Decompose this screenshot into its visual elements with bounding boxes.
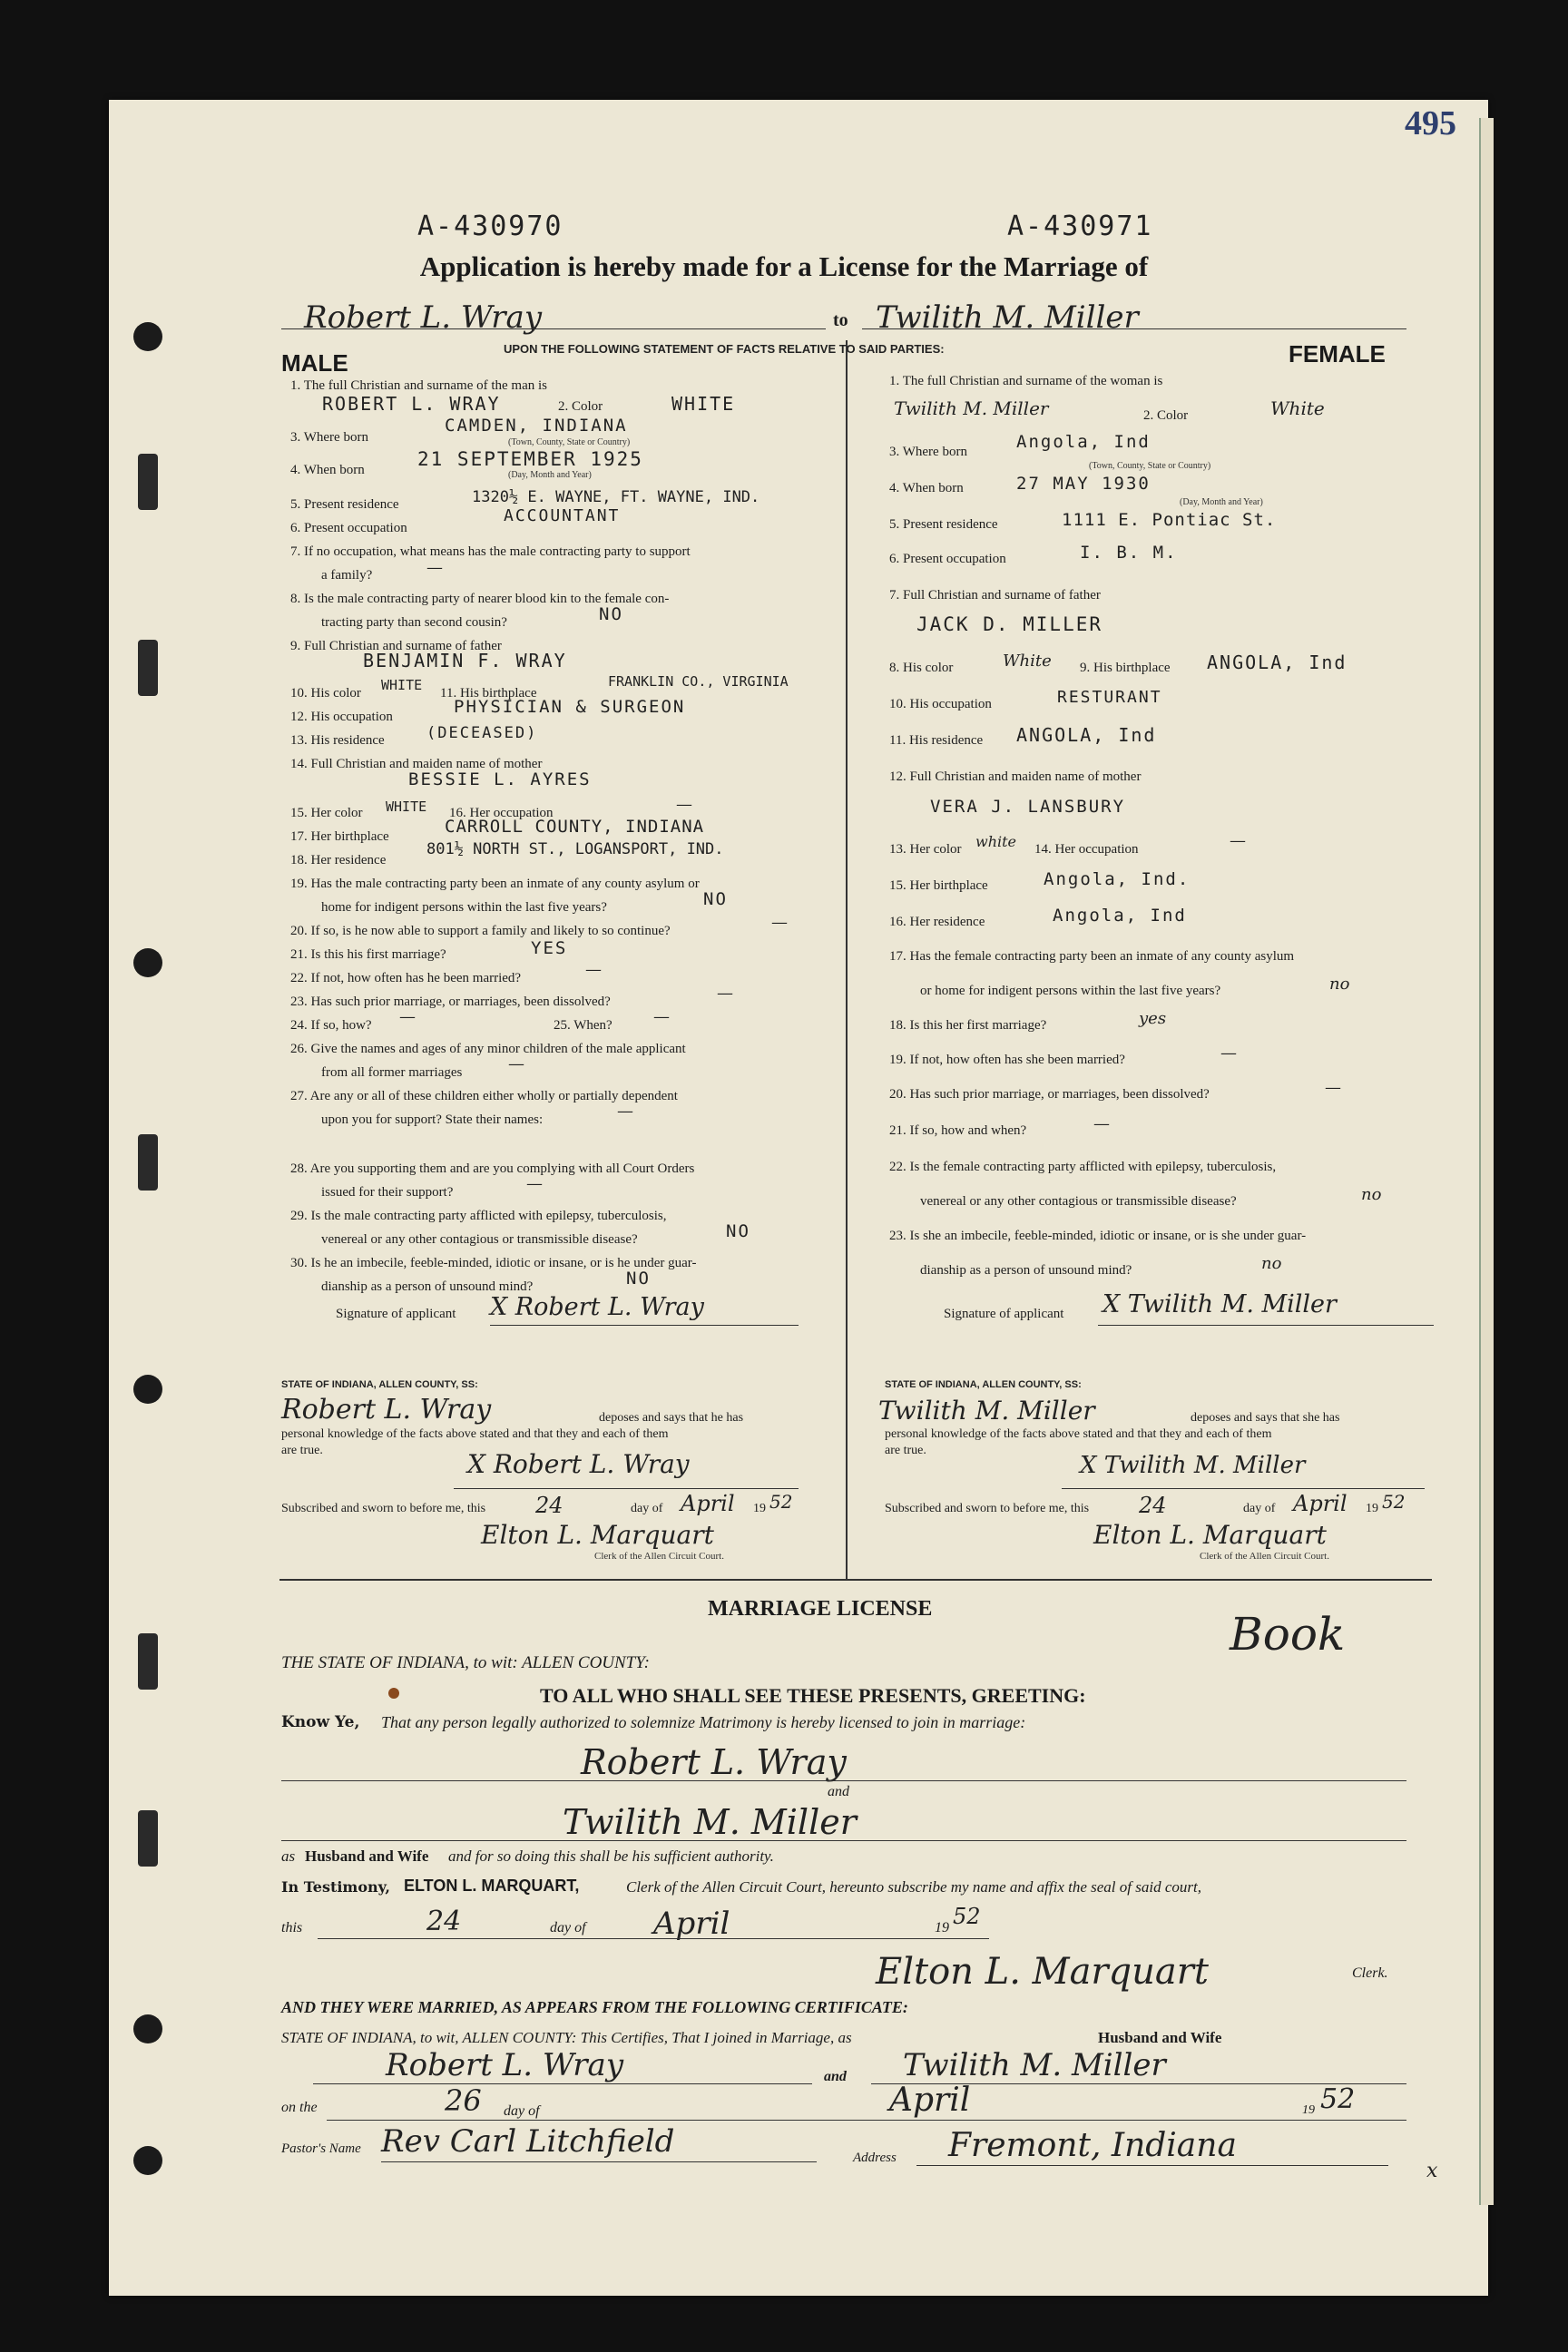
female-a21: — (1093, 1114, 1110, 1133)
female-a17: no (1329, 975, 1350, 994)
female-sworn-text: Subscribed and sworn to before me, this (885, 1502, 1090, 1515)
male-sworn-day: 24 (535, 1493, 564, 1518)
male-q20: 20. If so, is he now able to support a family and likely to so continue? (290, 924, 671, 938)
male-a25: — (653, 1007, 670, 1026)
male-a15: WHITE (386, 799, 427, 815)
male-q26b: from all former marriages (321, 1065, 463, 1080)
binder-slot (138, 1633, 158, 1690)
female-sworn-year: 52 (1382, 1491, 1406, 1513)
male-q18: 18. Her residence (290, 853, 387, 867)
female-q10: 10. His occupation (889, 697, 992, 711)
license-this: this (281, 1920, 303, 1936)
male-affidavit-text3: are true. (281, 1444, 323, 1457)
license-greeting: TO ALL WHO SHALL SEE THESE PRESENTS, GREETING: (540, 1684, 1086, 1707)
female-affidavit-text2: personal knowledge of the facts above stated and that they and each of them (885, 1427, 1272, 1441)
male-q7b: a family? (321, 568, 373, 583)
male-q19: 19. Has the male contracting party been an inmate of any county asylum or (290, 877, 700, 891)
female-a19: — (1220, 1044, 1237, 1063)
license-authority: and for so doing this shall be his sufficient authority. (448, 1847, 774, 1865)
female-affidavit-text1: deposes and says that she has (1191, 1411, 1340, 1425)
document-title: Application is hereby made for a License for the Marriage of (419, 250, 1149, 282)
male-q1: 1. The full Christian and surname of the man is (290, 378, 548, 393)
male-a22: — (585, 960, 602, 979)
license-day-of: day of (550, 1920, 586, 1936)
male-q17: 17. Her birthplace (290, 829, 389, 844)
female-signature: X Twilith M. Miller (1102, 1290, 1337, 1318)
female-clerk-label: Clerk of the Allen Circuit Court. (1200, 1551, 1329, 1562)
certificate-on-the: on the (281, 2100, 318, 2115)
female-town-hint: (Town, County, State or Country) (1089, 461, 1211, 471)
female-q7: 7. Full Christian and surname of father (889, 588, 1101, 603)
rule (281, 1780, 1406, 1781)
female-q4: 4. When born (889, 481, 964, 495)
license-husband-wife: Husband and Wife (305, 1847, 429, 1865)
section-divider (279, 1579, 1432, 1581)
male-q4: 4. When born (290, 463, 365, 477)
female-a6: I. B. M. (1080, 543, 1178, 563)
male-q6: 6. Present occupation (290, 521, 407, 535)
license-year: 52 (953, 1904, 981, 1929)
female-a2: White (1270, 397, 1325, 419)
female-q17b: or home for indigent persons within the last five years? (920, 984, 1221, 998)
female-a23: no (1261, 1254, 1282, 1273)
rule (862, 328, 1406, 329)
license-and: and (828, 1784, 849, 1799)
female-affidavit-text3: are true. (885, 1444, 926, 1457)
female-q21: 21. If so, how and when? (889, 1123, 1027, 1138)
male-q24: 24. If so, how? (290, 1018, 372, 1033)
male-a29: NO (726, 1221, 750, 1241)
pastor-name: Rev Carl Litchfield (381, 2123, 675, 2160)
female-q1: 1. The full Christian and surname of the woman is (889, 374, 1163, 388)
male-a6: ACCOUNTANT (504, 506, 621, 525)
license-heading: MARRIAGE LICENSE (708, 1597, 933, 1621)
female-a20: — (1325, 1078, 1341, 1097)
male-a11: FRANKLIN CO., VIRGINIA (608, 673, 789, 690)
license-day: 24 (426, 1906, 462, 1937)
male-affidavit-text2: personal knowledge of the facts above stated and that they and each of them (281, 1427, 669, 1441)
male-q19b: home for indigent persons within the last five years? (321, 900, 607, 915)
male-q30: 30. Is he an imbecile, feeble-minded, idiotic or insane, or is he under guar- (290, 1256, 697, 1270)
male-q11: 11. His birthplace (440, 686, 537, 701)
female-q23b: dianship as a person of unsound mind? (920, 1263, 1132, 1278)
female-sworn-day: 24 (1139, 1493, 1167, 1518)
male-a3: CAMDEN, INDIANA (445, 416, 628, 436)
rule (281, 1840, 1406, 1841)
binder-slot (138, 1810, 158, 1867)
male-a14: BESSIE L. AYRES (408, 769, 592, 789)
address-label: Address (853, 2151, 897, 2165)
pastor-address: Fremont, Indiana (948, 2127, 1237, 2164)
binder-hole (133, 948, 162, 977)
certificate-groom: Robert L. Wray (386, 2047, 624, 2083)
male-q30b: dianship as a person of unsound mind? (321, 1279, 534, 1294)
certificate-line1: AND THEY WERE MARRIED, AS APPEARS FROM THE FOLLOWING CERTIFICATE: (281, 1998, 908, 2016)
rule (490, 1325, 799, 1326)
male-q28b: issued for their support? (321, 1185, 454, 1200)
certificate-year-prefix: 19 (1302, 2103, 1315, 2117)
male-a30: NO (626, 1269, 651, 1289)
female-q14: 14. Her occupation (1034, 842, 1139, 857)
binder-slot (138, 1134, 158, 1191)
female-a10: RESTURANT (1057, 688, 1162, 707)
license-as: as (281, 1847, 296, 1865)
male-a7: — (426, 558, 443, 577)
female-a13: white (975, 833, 1017, 850)
binder-hole (133, 2146, 162, 2175)
certificate-husband-wife: Husband and Wife (1098, 2029, 1222, 2046)
male-q22: 22. If not, how often has he been married? (290, 971, 522, 985)
male-a12: PHYSICIAN & SURGEON (454, 697, 686, 717)
female-q18: 18. Is this her first marriage? (889, 1018, 1047, 1033)
male-a10: WHITE (381, 677, 423, 693)
male-q8: 8. Is the male contracting party of nearer blood kin to the female con- (290, 592, 670, 606)
page-edge (1479, 118, 1494, 2205)
rule (318, 1938, 989, 1939)
rule (313, 2083, 812, 2084)
male-clerk-signature: Elton L. Marquart (481, 1520, 714, 1550)
female-a18: yes (1139, 1009, 1167, 1028)
male-sworn-year: 52 (769, 1491, 793, 1513)
female-a7: JACK D. MILLER (916, 613, 1103, 635)
female-q8: 8. His color (889, 661, 954, 675)
male-affidavit-signature: X Robert L. Wray (467, 1449, 690, 1479)
female-q15: 15. Her birthplace (889, 878, 988, 893)
female-a9: ANGOLA, Ind (1207, 652, 1348, 673)
male-a5: 1320½ E. WAYNE, FT. WAYNE, IND. (472, 488, 760, 506)
female-q6: 6. Present occupation (889, 552, 1006, 566)
male-a13: (DECEASED) (426, 724, 538, 742)
binder-hole (133, 322, 162, 351)
female-q5: 5. Present residence (889, 517, 998, 532)
certificate-year: 52 (1320, 2083, 1356, 2115)
to-label: to (833, 310, 848, 330)
rule (916, 2165, 1388, 2166)
female-sworn-month: April (1293, 1491, 1348, 1516)
male-q9: 9. Full Christian and surname of father (290, 639, 502, 653)
male-q15: 15. Her color (290, 806, 363, 820)
rule (1098, 1325, 1434, 1326)
license-bride: Twilith M. Miller (563, 1802, 857, 1842)
application-number-right: A-430971 (1007, 211, 1153, 242)
male-q2: 2. Color (558, 399, 603, 414)
male-town-hint: (Town, County, State or Country) (508, 437, 631, 447)
male-sworn-month: April (681, 1491, 735, 1516)
male-signature-label: Signature of applicant (336, 1307, 456, 1321)
application-number-left: A-430970 (417, 211, 564, 242)
rule (1062, 1488, 1425, 1489)
male-label: MALE (281, 349, 348, 377)
female-q20: 20. Has such prior marriage, or marriages, been dissolved? (889, 1087, 1210, 1102)
female-a11: ANGOLA, Ind (1016, 724, 1157, 746)
female-affidavit-signature: X Twilith M. Miller (1080, 1452, 1306, 1479)
male-a24: — (399, 1007, 416, 1026)
female-a4: 27 MAY 1930 (1016, 474, 1151, 494)
male-a18: 801½ NORTH ST., LOGANSPORT, IND. (426, 840, 724, 858)
binder-slot (138, 454, 158, 510)
male-q25: 25. When? (554, 1018, 612, 1033)
male-a2: WHITE (671, 393, 736, 415)
female-q13: 13. Her color (889, 842, 962, 857)
corner-mark: x (1426, 2160, 1438, 2182)
male-a27: — (617, 1102, 633, 1121)
male-q23: 23. Has such prior marriage, or marriages, been dissolved? (290, 995, 611, 1009)
female-q3: 3. Where born (889, 445, 967, 459)
male-affidavit-text1: deposes and says that he has (599, 1411, 744, 1425)
rule (327, 2120, 1406, 2121)
license-clerk-label: Clerk. (1352, 1965, 1388, 1981)
female-clerk-signature: Elton L. Marquart (1093, 1520, 1327, 1550)
binder-hole (133, 2014, 162, 2043)
male-a1: ROBERT L. WRAY (322, 393, 501, 415)
female-date-hint: (Day, Month and Year) (1180, 497, 1263, 507)
female-affidavit-name: Twilith M. Miller (878, 1396, 1095, 1426)
license-testimony-text: Clerk of the Allen Circuit Court, hereunto subscribe my name and affix the seal of said court, (626, 1878, 1201, 1896)
subtitle: UPON THE FOLLOWING STATEMENT OF FACTS RELATIVE TO SAID PARTIES: (504, 342, 945, 356)
male-q29: 29. Is the male contracting party afflicted with epilepsy, tuberculosis, (290, 1209, 667, 1223)
male-q7: 7. If no occupation, what means has the male contracting party to support (290, 544, 691, 559)
female-q19: 19. If not, how often has she been married? (889, 1053, 1125, 1067)
female-sworn-day-of: day of (1243, 1502, 1276, 1515)
certificate-day: 26 (445, 2083, 482, 2118)
male-q21: 21. Is this his first marriage? (290, 947, 446, 962)
certificate-day-of: day of (504, 2103, 540, 2119)
male-q5: 5. Present residence (290, 497, 399, 512)
female-q12: 12. Full Christian and maiden name of mother (889, 769, 1142, 784)
male-a8: NO (599, 604, 623, 624)
male-a19: NO (703, 889, 728, 909)
male-q3: 3. Where born (290, 430, 368, 445)
female-sworn-year-prefix: 19 (1366, 1502, 1378, 1515)
female-label: FEMALE (1289, 340, 1386, 368)
license-clerk-signature: Elton L. Marquart (876, 1951, 1209, 1993)
male-q27b: upon you for support? State their names: (321, 1112, 544, 1127)
certificate-and: and (824, 2069, 847, 2084)
female-q9: 9. His birthplace (1080, 661, 1171, 675)
license-groom: Robert L. Wray (581, 1742, 847, 1782)
male-q8b: tracting party than second cousin? (321, 615, 507, 630)
male-q27: 27. Are any or all of these children either wholly or partially dependent (290, 1089, 678, 1103)
license-year-prefix: 19 (935, 1920, 949, 1936)
female-affidavit-state: STATE OF INDIANA, ALLEN COUNTY, SS: (885, 1379, 1082, 1390)
book-annotation: Book (1230, 1608, 1346, 1661)
binder-hole (133, 1375, 162, 1404)
male-a23: — (717, 984, 733, 1003)
column-divider (846, 340, 848, 1579)
female-a16: Angola, Ind (1053, 906, 1187, 926)
wax-seal-mark (388, 1688, 399, 1699)
male-a21: YES (531, 938, 568, 958)
male-q12: 12. His occupation (290, 710, 393, 724)
female-q2: 2. Color (1143, 408, 1189, 423)
male-sworn-text: Subscribed and sworn to before me, this (281, 1502, 486, 1515)
male-a28: — (526, 1174, 543, 1193)
female-a1: Twilith M. Miller (894, 397, 1049, 419)
rule (281, 328, 826, 329)
female-q11: 11. His residence (889, 733, 984, 748)
male-affidavit-state: STATE OF INDIANA, ALLEN COUNTY, SS: (281, 1379, 478, 1390)
in-testimony: In Testimony, (281, 1878, 390, 1896)
female-name-header: Twilith M. Miller (876, 299, 1139, 336)
male-a9: BENJAMIN F. WRAY (363, 650, 567, 671)
certificate-bride: Twilith M. Miller (903, 2047, 1166, 2083)
male-signature: X Robert L. Wray (490, 1293, 704, 1321)
rule (454, 1488, 799, 1489)
female-q22: 22. Is the female contracting party afflicted with epilepsy, tuberculosis, (889, 1160, 1277, 1174)
female-a22: no (1361, 1185, 1382, 1204)
certificate-month: April (889, 2082, 971, 2119)
male-q13: 13. His residence (290, 733, 385, 748)
male-q29b: venereal or any other contagious or transmissible disease? (321, 1232, 638, 1247)
pastor-label: Pastor's Name (281, 2141, 361, 2156)
page-number: 495 (1405, 104, 1456, 142)
male-date-hint: (Day, Month and Year) (508, 470, 592, 480)
male-q16: 16. Her occupation (449, 806, 554, 820)
female-q17: 17. Has the female contracting party been an inmate of any county asylum (889, 949, 1295, 964)
female-a3: Angola, Ind (1016, 432, 1151, 452)
male-a16: — (676, 795, 692, 814)
male-sworn-year-prefix: 19 (753, 1502, 766, 1515)
male-affidavit-name: Robert L. Wray (281, 1394, 492, 1426)
female-a15: Angola, Ind. (1044, 869, 1191, 889)
male-a26: — (508, 1054, 524, 1073)
male-sworn-day-of: day of (631, 1502, 663, 1515)
male-a20: — (771, 913, 788, 932)
male-a4: 21 SEPTEMBER 1925 (417, 448, 643, 470)
male-a17: CARROLL COUNTY, INDIANA (445, 817, 705, 837)
female-q16: 16. Her residence (889, 915, 985, 929)
know-ye: Know Ye, (281, 1713, 360, 1731)
male-clerk-label: Clerk of the Allen Circuit Court. (594, 1551, 724, 1562)
female-a14: — (1230, 831, 1246, 850)
female-a8: White (1003, 652, 1052, 671)
document-page (109, 100, 1488, 2296)
rule (381, 2161, 817, 2162)
female-a5: 1111 E. Pontiac St. (1062, 510, 1277, 530)
male-q10: 10. His color (290, 686, 361, 701)
male-q14: 14. Full Christian and maiden name of mother (290, 757, 543, 771)
know-ye-text: That any person legally authorized to solemnize Matrimony is hereby licensed to join in marriage: (381, 1713, 1026, 1731)
license-state-line: THE STATE OF INDIANA, to wit: ALLEN COUNTY: (281, 1653, 650, 1672)
male-q26: 26. Give the names and ages of any minor children of the male applicant (290, 1042, 686, 1056)
female-q23: 23. Is she an imbecile, feeble-minded, idiotic or insane, or is she under guar- (889, 1229, 1307, 1243)
female-a12: VERA J. LANSBURY (930, 797, 1126, 817)
male-q28: 28. Are you supporting them and are you complying with all Court Orders (290, 1161, 695, 1176)
license-month: April (653, 1906, 730, 1942)
certificate-line2: STATE OF INDIANA, to wit, ALLEN COUNTY: This Certifies, That I joined in Marriage, as (281, 2029, 852, 2046)
license-clerk-name: ELTON L. MARQUART, (404, 1877, 580, 1895)
male-name-header: Robert L. Wray (304, 299, 543, 336)
female-q22b: venereal or any other contagious or transmissible disease? (920, 1194, 1237, 1209)
binder-slot (138, 640, 158, 696)
female-signature-label: Signature of applicant (944, 1307, 1064, 1321)
